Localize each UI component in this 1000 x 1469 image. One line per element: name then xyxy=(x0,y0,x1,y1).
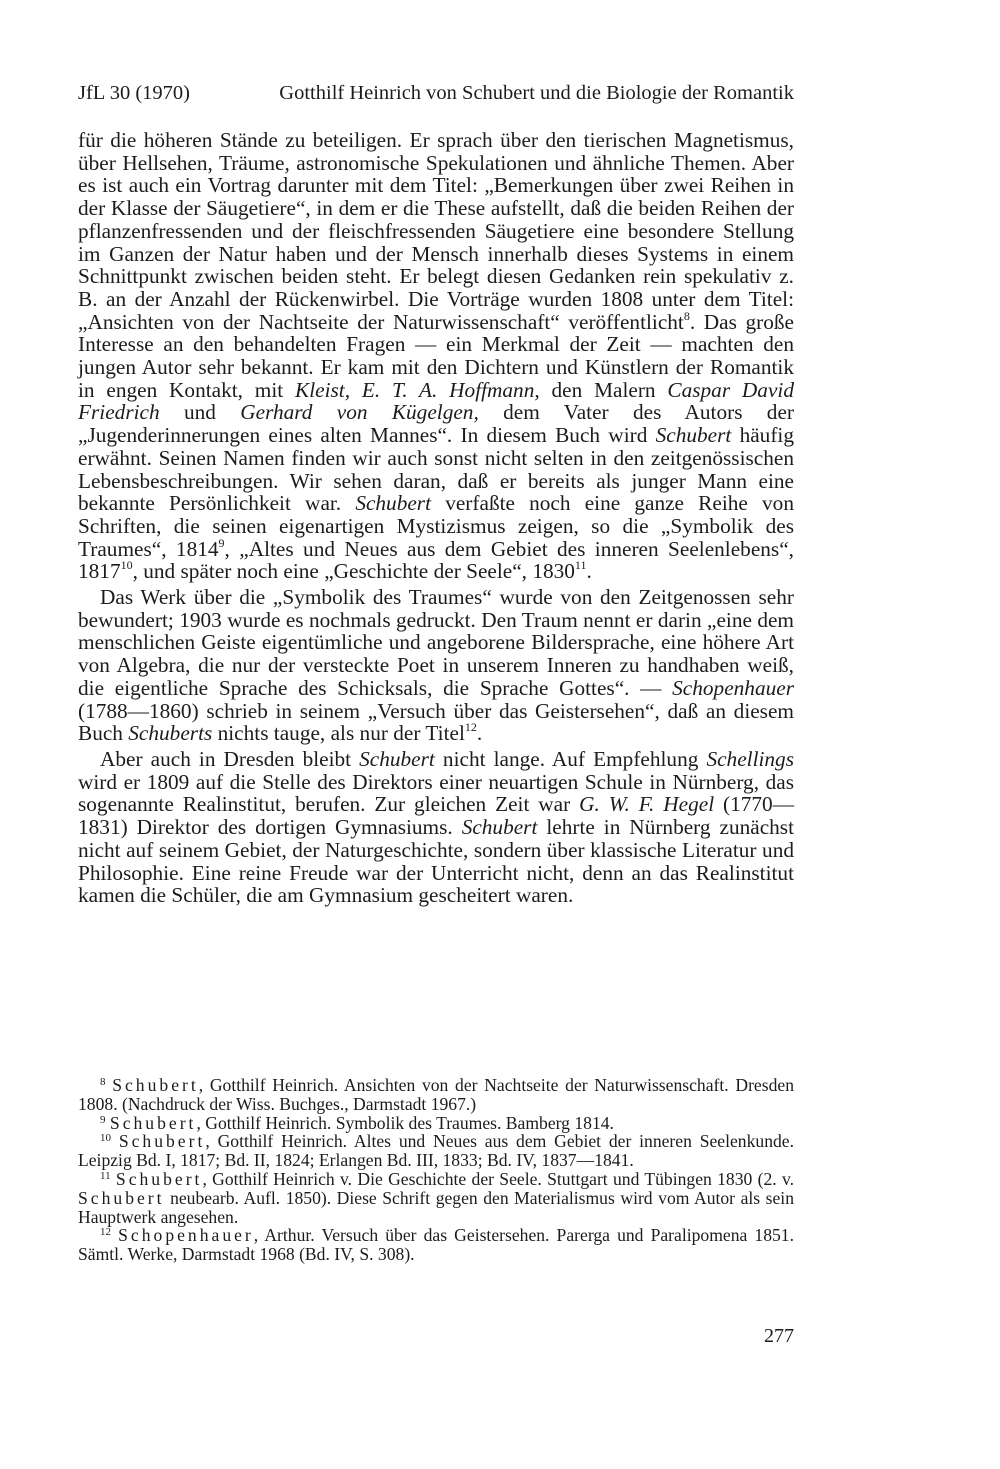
person-name: Schubert xyxy=(461,815,538,840)
footnote-ref: 12 xyxy=(464,720,477,735)
footnote-author: Schubert xyxy=(109,1112,197,1133)
footnote-author: Schubert xyxy=(118,1131,206,1152)
person-name: Schuberts xyxy=(128,721,213,746)
footnote: $^8$ Schubert, Gotthilf Heinrich. Ansichten von der Nachtseite der Naturwissenschaft. Dresden 1808. (Nachdruck der Wiss. Buchges., Darmstadt 1967.) xyxy=(78,1075,794,1114)
footnote-number: 12 xyxy=(100,1226,111,1239)
footnote-number: 10 xyxy=(100,1132,111,1145)
person-name: Gerhard von Kügelgen, xyxy=(240,400,479,425)
footnote-number: 11 xyxy=(100,1169,111,1182)
footnote: $^{11}$ Schubert, Gotthilf Heinrich v. Die Geschichte der Seele. Stuttgart und Tübingen 1830 (2. v. Schubert neubearb. Aufl. 1850). Diese Schrift gegen den Materialismus wird vom Autor als sein Hauptwerk angesehen. xyxy=(78,1168,795,1227)
running-title: Gotthilf Heinrich von Schubert und die Biologie der Romantik xyxy=(279,82,794,104)
footnote-author: Schopenhauer xyxy=(118,1225,254,1246)
person-name: Schubert xyxy=(355,491,432,516)
paragraph: Das Werk über die „Symbolik des Traumes“ wurde von den Zeitgenossen sehr bewundert; 1903 wurde es nochmals gedruckt. Den Traum nennt er darin „eine dem menschlichen Geiste eigentümliche und angeborene Bildersprache, eine höhere Art von Algebra, die nur der versteckte Poet in unserem Inneren zu handhaben weiß, die eigentliche Sprache des Schicksals, die Sprache Gottes“. — Schopenhauer (1788—1860) schrieb in seinem „Versuch über das Geistersehen“, daß an diesem Buch Schuberts nichts tauge, als nur der Titel$^{12}$. xyxy=(78,585,794,746)
footnote-number: 9 xyxy=(100,1113,106,1126)
footnotes xyxy=(78,1076,794,1264)
person-name: Schellings xyxy=(706,746,794,771)
person-name: Schubert xyxy=(655,423,732,448)
footnote: $^{12}$ Schopenhauer, Arthur. Versuch über das Geistersehen. Parerga und Paralipomena 1851. Sämtl. Werke, Darmstadt 1968 (Bd. IV, S. 308). xyxy=(78,1225,795,1265)
page-number: 277 xyxy=(764,1325,794,1347)
paragraph: für die höheren Stände zu beteiligen. Er sprach über den tierischen Magnetismus, über Hellsehen, Träume, astronomische Spekulationen und ähnliche Themen. Aber es ist auch ein Vortrag darunter mit dem Titel: „Bemerkungen über zwei Reihen in der Klasse der Säugetiere“, in dem er die These aufstellt, daß die beiden Reihen der pflanzenfressenden und der fleischfressenden Säugetiere eine besondere Stellung im Ganzen der Natur haben und der Mensch innerhalb dieses Systems in einem Schnittpunkt zwischen beiden steht. Er belegt diesen Gedanken rein spekulativ z. B. an der Anzahl der Rückenwirbel. Die Vorträge wurden 1808 unter dem Titel: „Ansichten von der Nachtseite der Naturwissenschaft“ veröffentlicht$^8$. Das große Interesse an den behandelten Fragen — ein Merkmal der Zeit — machten den jungen Autor sehr bekannt. Er kam mit den Dichtern und Künstlern der Romantik in engen Kontakt, mit Kleist, E. T. A. Hoffmann, den Malern Caspar David Friedrich und Gerhard von Kügelgen, dem Vater des Autors der „Jugenderinnerungen eines alten Mannes“. In diesem Buch wird Schubert häufig erwähnt. Seinen Namen finden wir auch sonst nicht selten in den zeitgenössischen Lebensbeschreibungen. Wir sehen daran, daß er bereits als junger Mann eine bekannte Persönlichkeit war. Schubert verfaßte noch eine ganze Reihe von Schriften, die seinen eigenartigen Mystizismus zeigen, so die „Symbolik des Traumes“, 1814$^9$, „Altes und Neues aus dem Gebiet des inneren Seelenlebens“, 1817$^{10}$, und später noch eine „Geschichte der Seele“, 1830$^{11}$. xyxy=(78,128,794,584)
footnote-author: Schubert xyxy=(112,1075,199,1095)
footnote-number: 8 xyxy=(100,1076,106,1088)
main-text xyxy=(78,129,794,907)
person-name: Kleist, E. T. A. Hoffmann, xyxy=(295,377,540,402)
footnote-ref: 10 xyxy=(120,558,133,573)
footnote-author: Schubert xyxy=(78,1187,165,1208)
footnote-ref: 11 xyxy=(574,558,587,573)
footnote-ref: 9 xyxy=(218,535,225,550)
person-name: G. W. F. Hegel xyxy=(579,792,715,817)
footnote: $^9$ Schubert, Gotthilf Heinrich. Symbolik des Traumes. Bamberg 1814. xyxy=(100,1112,614,1133)
footnote-ref: 8 xyxy=(683,308,690,323)
person-name: Schubert xyxy=(359,746,435,771)
person-name: Caspar David Friedrich xyxy=(78,377,794,425)
footnote-author: Schubert xyxy=(115,1168,203,1189)
document-page xyxy=(78,0,794,1469)
running-header xyxy=(78,80,794,106)
journal-reference: JfL 30 (1970) xyxy=(78,82,190,104)
footnote: $^{10}$ Schubert, Gotthilf Heinrich. Altes und Neues aus dem Gebiet der inneren Seelenkunde. Leipzig Bd. I, 1817; Bd. II, 1824; Erlangen Bd. III, 1833; Bd. IV, 1837—1841. xyxy=(78,1131,794,1171)
person-name: Schopenhauer xyxy=(672,675,794,700)
paragraph: Aber auch in Dresden bleibt Schubert nicht lange. Auf Empfehlung Schellings wird er 1809 auf die Stelle des Direktors einer neuartigen Schule in Nürnberg, das sogenannte Realinstitut, berufen. Zur gleichen Zeit war G. W. F. Hegel (1770—1831) Direktor des dortigen Gymnasiums. Schubert lehrte in Nürnberg zunächst nicht auf seinem Gebiet, der Naturgeschichte, sondern über klassische Literatur und Philosophie. Eine reine Freude war der Unterricht nicht, denn an das Realinstitut kamen die Schüler, die am Gymnasium gescheitert waren. xyxy=(78,746,794,908)
